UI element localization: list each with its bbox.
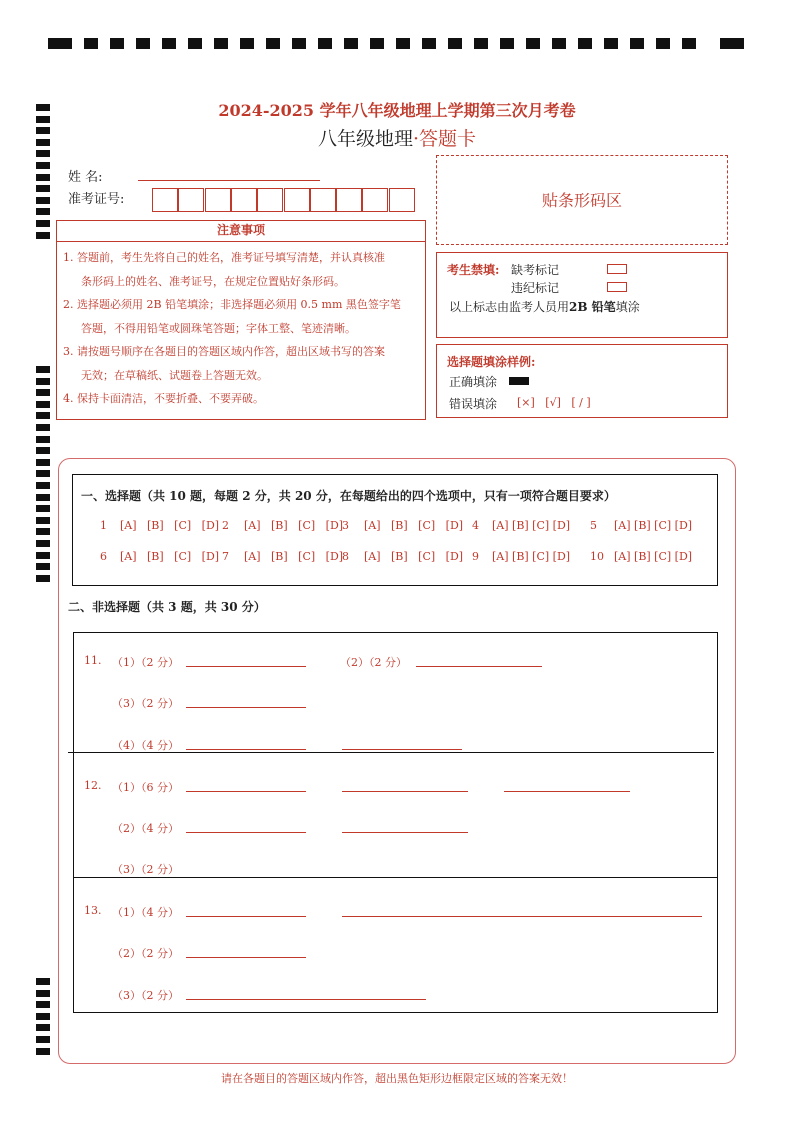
- id-digit-box[interactable]: [310, 188, 336, 212]
- timing-mark: [36, 208, 50, 215]
- timing-mark: [110, 38, 124, 49]
- timing-mark: [36, 1024, 50, 1031]
- mc-option-bubbles[interactable]: [A] [B] [C] [D]: [120, 519, 220, 532]
- timing-mark: [526, 38, 540, 49]
- mc-question-number: 7: [222, 550, 229, 563]
- timing-mark: [474, 38, 488, 49]
- q12-part2: （2）（4 分）: [112, 822, 179, 835]
- mc-question-number: 1: [100, 519, 107, 532]
- mc-option-bubbles[interactable]: [A] [B] [C] [D]: [244, 519, 344, 532]
- mc-option-bubbles[interactable]: [A] [B] [C] [D]: [614, 519, 693, 532]
- id-digit-box[interactable]: [152, 188, 178, 212]
- answer-line[interactable]: [186, 957, 306, 958]
- timing-mark: [36, 232, 50, 239]
- answer-line[interactable]: [416, 666, 542, 667]
- mc-option-bubbles[interactable]: [A] [B] [C] [D]: [120, 550, 220, 563]
- notice-item: 1. 答题前，考生先将自己的姓名，准考证号填写清楚，并认真核准: [63, 251, 385, 264]
- absent-checkbox[interactable]: [607, 264, 627, 274]
- fill-sample-box: [436, 344, 728, 418]
- mc-question-number: 9: [472, 550, 479, 563]
- examiner-only-box: [436, 252, 728, 338]
- section1-title: 一、选择题（共 10 题，每题 2 分，共 20 分，在每题给出的四个选项中，只有一项符合题目要求）: [81, 489, 616, 503]
- timing-mark: [720, 38, 744, 49]
- mc-question-number: 10: [590, 550, 604, 563]
- answer-line[interactable]: [186, 707, 306, 708]
- timing-mark: [36, 505, 50, 512]
- timing-mark: [36, 162, 50, 169]
- timing-mark: [552, 38, 566, 49]
- timing-mark: [36, 990, 50, 997]
- timing-mark: [36, 401, 50, 408]
- timing-mark: [136, 38, 150, 49]
- timing-mark: [318, 38, 332, 49]
- q11-part1: （1）（2 分）: [112, 656, 179, 669]
- timing-mark: [36, 150, 50, 157]
- forbid-note-bold: 2B 铅笔: [569, 300, 616, 314]
- section2-title: 二、非选择题（共 3 题，共 30 分）: [68, 600, 266, 614]
- forbid-note-pre: 以上标志由监考人员用: [449, 300, 570, 314]
- answer-line[interactable]: [342, 916, 702, 917]
- mc-question-number: 5: [590, 519, 597, 532]
- id-digit-box[interactable]: [362, 188, 388, 212]
- subtitle-suffix: ·答题卡: [412, 128, 477, 150]
- q12-part3: （3）（2 分）: [112, 863, 179, 876]
- correct-label: 正确填涂: [449, 375, 498, 389]
- wrong-label: 错误填涂: [449, 397, 498, 411]
- filled-mark-sample: [509, 377, 529, 385]
- notice-item: 4. 保持卡面清洁，不要折叠、不要弄破。: [63, 392, 264, 405]
- timing-mark: [344, 38, 358, 49]
- id-digit-box[interactable]: [231, 188, 257, 212]
- q13-part1: （1）（4 分）: [112, 906, 179, 919]
- timing-mark: [36, 424, 50, 431]
- timing-mark: [396, 38, 410, 49]
- mc-question-number: 3: [342, 519, 349, 532]
- timing-mark: [682, 38, 696, 49]
- timing-mark: [188, 38, 202, 49]
- timing-mark: [604, 38, 618, 49]
- timing-mark: [84, 38, 98, 49]
- notice-heading: 注意事项: [56, 220, 426, 242]
- subtitle-main: 八年级地理: [317, 128, 413, 150]
- timing-mark: [36, 185, 50, 192]
- timing-mark: [36, 470, 50, 477]
- timing-mark: [36, 366, 50, 373]
- answer-line[interactable]: [186, 999, 426, 1000]
- timing-mark: [36, 174, 50, 181]
- answer-line[interactable]: [342, 749, 462, 750]
- footer-warning: 请在各题目的答题区域内作答，超出黑色矩形边框限定区域的答案无效！: [221, 1072, 573, 1085]
- notice-item: 无效；在草稿纸、试题卷上答题无效。: [81, 368, 268, 382]
- mc-option-bubbles[interactable]: [A] [B] [C] [D]: [364, 550, 464, 563]
- notice-item: 条形码上的姓名、准考证号，在规定位置贴好条形码。: [81, 274, 345, 288]
- notice-item: 答题，不得用铅笔或圆珠笔答题；字体工整、笔迹清晰。: [81, 321, 356, 335]
- timing-mark: [36, 482, 50, 489]
- forbid-note: [449, 298, 640, 315]
- timing-mark: [36, 459, 50, 466]
- timing-mark: [162, 38, 176, 49]
- q13-part2: （2）（2 分）: [112, 947, 179, 960]
- timing-mark: [36, 563, 50, 570]
- barcode-label: 贴条形码区: [541, 191, 622, 210]
- mc-question-number: 4: [472, 519, 479, 532]
- timing-mark: [36, 978, 50, 985]
- id-digit-box[interactable]: [205, 188, 231, 212]
- forbid-label: 考生禁填:: [447, 263, 500, 277]
- timing-mark: [36, 447, 50, 454]
- timing-mark: [422, 38, 436, 49]
- timing-mark: [48, 38, 72, 49]
- q11-part2: （2）（2 分）: [340, 656, 407, 669]
- timing-mark: [36, 494, 50, 501]
- answer-line[interactable]: [186, 791, 306, 792]
- timing-mark: [630, 38, 644, 49]
- violation-checkbox[interactable]: [607, 282, 627, 292]
- wrong-marks: [×] [√] [ / ]: [517, 396, 591, 409]
- id-digit-box[interactable]: [257, 188, 283, 212]
- id-digit-box[interactable]: [284, 188, 310, 212]
- notice-item: 2. 选择题必须用 2B 铅笔填涂；非选择题必须用 0.5 mm 黑色签字笔: [63, 298, 401, 311]
- timing-mark: [448, 38, 462, 49]
- mc-option-bubbles[interactable]: [A] [B] [C] [D]: [492, 550, 571, 563]
- q12-part1: （1）（6 分）: [112, 781, 179, 794]
- id-label: 准考证号:: [68, 192, 125, 207]
- q12-number: 12.: [84, 779, 102, 792]
- timing-mark: [36, 528, 50, 535]
- absent-label: 缺考标记: [511, 263, 560, 277]
- timing-mark: [36, 436, 50, 443]
- timing-mark: [36, 1001, 50, 1008]
- timing-mark: [656, 38, 670, 49]
- answer-line[interactable]: [504, 791, 630, 792]
- mc-option-bubbles[interactable]: [A] [B] [C] [D]: [364, 519, 464, 532]
- timing-mark: [240, 38, 254, 49]
- timing-mark: [36, 1036, 50, 1043]
- id-digit-box[interactable]: [178, 188, 204, 212]
- timing-mark: [214, 38, 228, 49]
- timing-mark: [36, 412, 50, 419]
- timing-mark: [36, 220, 50, 227]
- mc-option-bubbles[interactable]: [A] [B] [C] [D]: [492, 519, 571, 532]
- q11-part3: （3）（2 分）: [112, 697, 179, 710]
- timing-mark: [36, 197, 50, 204]
- q13-number: 13.: [84, 904, 102, 917]
- timing-mark: [36, 552, 50, 559]
- notice-item: 3. 请按题号顺序在各题目的答题区域内作答，超出区域书写的答案: [63, 345, 385, 358]
- sample-title: 选择题填涂样例:: [447, 355, 536, 369]
- timing-mark: [36, 389, 50, 396]
- id-digit-box[interactable]: [336, 188, 362, 212]
- divider-line: [73, 877, 718, 878]
- answer-line[interactable]: [186, 749, 306, 750]
- mc-question-number: 8: [342, 550, 349, 563]
- q11-part4: （4）（4 分）: [112, 739, 179, 752]
- name-label: 姓 名:: [68, 170, 103, 185]
- timing-mark: [578, 38, 592, 49]
- timing-mark: [370, 38, 384, 49]
- answer-line[interactable]: [342, 791, 468, 792]
- exam-title: 2024-2025 学年八年级地理上学期第三次月考卷: [218, 101, 576, 120]
- q11-number: 11.: [84, 654, 102, 667]
- answer-line[interactable]: [342, 832, 468, 833]
- name-field[interactable]: [138, 166, 320, 181]
- q13-part3: （3）（2 分）: [112, 989, 179, 1002]
- mc-option-bubbles[interactable]: [A] [B] [C] [D]: [244, 550, 344, 563]
- mc-question-number: 6: [100, 550, 107, 563]
- mc-option-bubbles[interactable]: [A] [B] [C] [D]: [614, 550, 693, 563]
- notice-box: [56, 242, 426, 420]
- answer-line[interactable]: [186, 666, 306, 667]
- card-subtitle: [0, 124, 794, 151]
- id-digit-box[interactable]: [389, 188, 415, 212]
- timing-mark: [36, 517, 50, 524]
- timing-mark: [36, 540, 50, 547]
- timing-mark: [36, 378, 50, 385]
- timing-mark: [36, 1048, 50, 1055]
- mc-question-number: 2: [222, 519, 229, 532]
- answer-line[interactable]: [186, 832, 306, 833]
- timing-mark: [500, 38, 514, 49]
- violation-label: 违纪标记: [511, 281, 560, 295]
- timing-mark: [266, 38, 280, 49]
- timing-mark: [292, 38, 306, 49]
- barcode-area: [436, 155, 728, 245]
- timing-mark: [36, 1013, 50, 1020]
- answer-line[interactable]: [186, 916, 306, 917]
- forbid-note-post: 填涂: [615, 300, 640, 314]
- timing-mark: [36, 575, 50, 582]
